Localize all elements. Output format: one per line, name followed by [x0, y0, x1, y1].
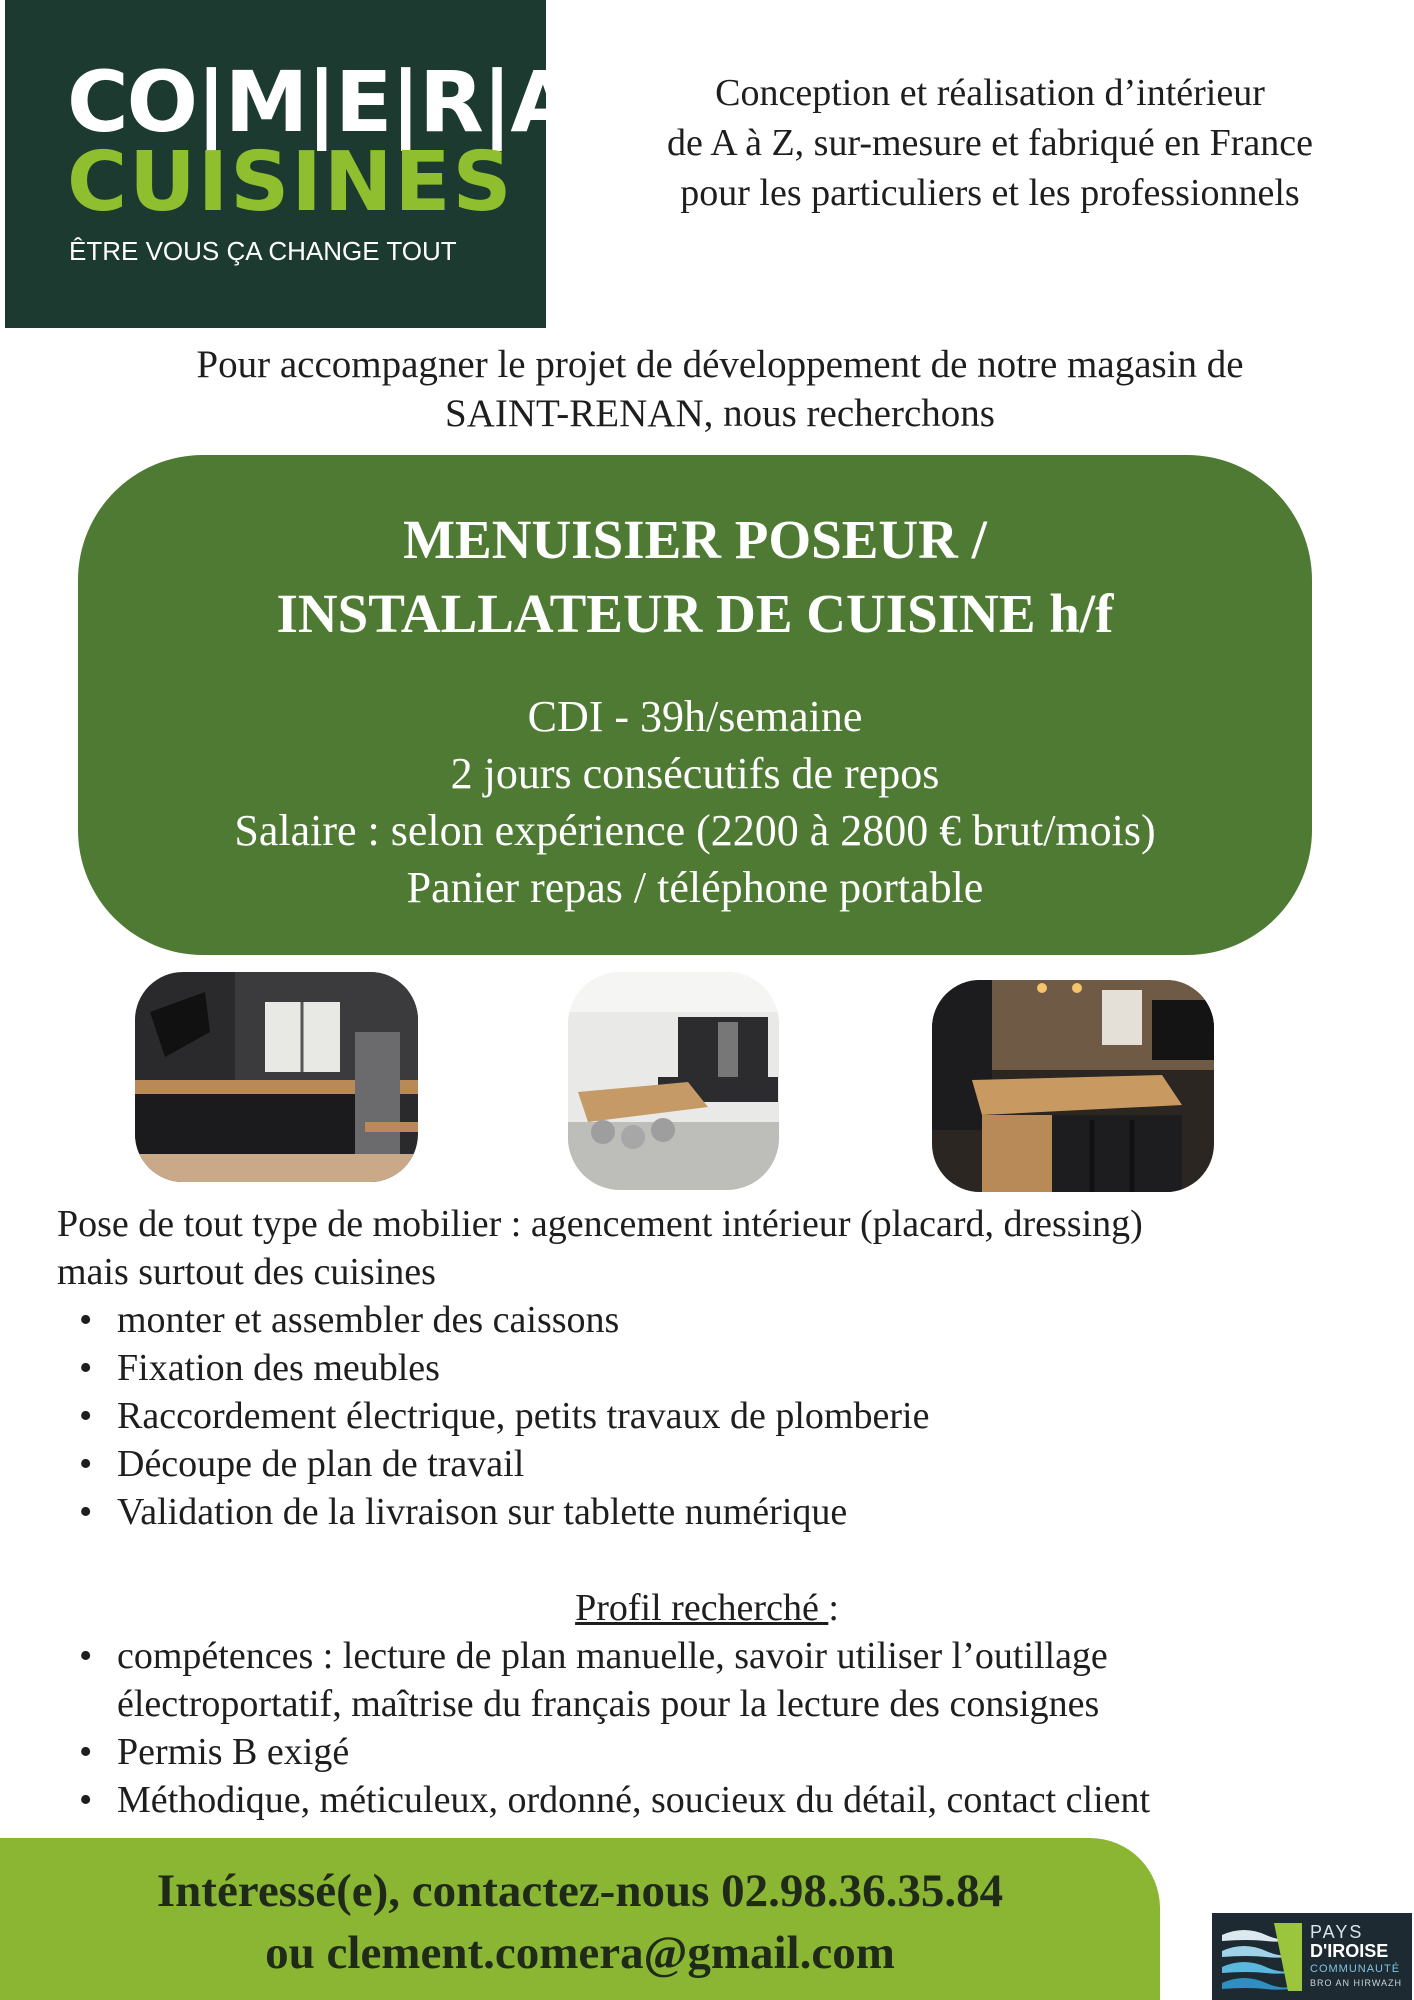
- profile-item: • Permis B exigé: [57, 1728, 1397, 1776]
- profile-heading: [0, 1584, 1414, 1632]
- lead-line: Pour accompagner le projet de développement de notre magasin de: [196, 343, 1244, 386]
- contact-banner: [0, 1838, 1160, 2000]
- profile-item-line: • compétences : lecture de plan manuelle, savoir utiliser l’outillage: [117, 1635, 1108, 1677]
- company-intro: [570, 68, 1410, 218]
- lead-text: [30, 340, 1410, 438]
- profile-item-line: électroportatif, maîtrise du français pour la lecture des consignes: [117, 1683, 1100, 1725]
- partner-line2: D'IROISE: [1310, 1941, 1389, 1961]
- partner-line1: PAYS: [1310, 1922, 1364, 1942]
- task-item: • Découpe de plan de travail: [57, 1440, 1387, 1488]
- brand-name: CO|M|E|R|A: [67, 53, 574, 151]
- intro-line: de A à Z, sur-mesure et fabriqué en France: [666, 122, 1314, 164]
- pays-iroise-logo: [1212, 1913, 1412, 2000]
- contract-type: CDI - 39h/semaine: [527, 692, 863, 741]
- description-line: Pose de tout type de mobilier : agencement intérieur (placard, dressing): [57, 1203, 1143, 1245]
- lead-line: SAINT-RENAN, nous recherchons: [445, 392, 995, 435]
- job-title: [78, 503, 1312, 651]
- partner-line3: COMMUNAUTÉ: [1310, 1963, 1401, 1975]
- brand-subtitle: CUISINES: [67, 135, 514, 230]
- job-description: [57, 1200, 1387, 1296]
- intro-line: pour les particuliers et les professionnels: [680, 172, 1300, 214]
- task-item: • Fixation des meubles: [57, 1344, 1387, 1392]
- profile-heading-text: Profil recherché: [575, 1587, 829, 1629]
- kitchen-photo-1: [135, 972, 418, 1182]
- benefits: Panier repas / téléphone portable: [406, 863, 984, 912]
- task-list: [57, 1296, 1387, 1536]
- task-item: • monter et assembler des caissons: [57, 1296, 1387, 1344]
- partner-line4: BRO AN HIRWAZH: [1310, 1978, 1403, 1988]
- job-title-line: INSTALLATEUR DE CUISINE h/f: [276, 583, 1114, 644]
- contact-email-line[interactable]: ou clement.comera@gmail.com: [265, 1927, 895, 1979]
- kitchen-photo-2: [568, 972, 779, 1190]
- salary: Salaire : selon expérience (2200 à 2800 € brut/mois): [234, 806, 1156, 855]
- job-details: [78, 688, 1312, 916]
- profile-item: • Méthodique, méticuleux, ordonné, soucieux du détail, contact client: [57, 1776, 1397, 1824]
- profile-list: [57, 1632, 1397, 1824]
- task-item: • Raccordement électrique, petits travaux de plomberie: [57, 1392, 1387, 1440]
- profile-item: [57, 1632, 1397, 1728]
- kitchen-photo-3: [932, 980, 1214, 1192]
- task-item: • Validation de la livraison sur tablette numérique: [57, 1488, 1387, 1536]
- description-line: mais surtout des cuisines: [57, 1251, 436, 1293]
- comera-logo: [5, 0, 574, 328]
- job-offer-banner: [78, 455, 1312, 955]
- contact-phone-line[interactable]: Intéressé(e), contactez-nous 02.98.36.35.84: [156, 1865, 1004, 1917]
- waves-icon: [1214, 1913, 1304, 2000]
- brand-slogan: ÊTRE VOUS ÇA CHANGE TOUT: [69, 236, 457, 266]
- profile-heading-colon: :: [828, 1587, 839, 1629]
- job-title-line: MENUISIER POSEUR /: [403, 509, 987, 570]
- rest-days: 2 jours consécutifs de repos: [450, 749, 940, 798]
- intro-line: Conception et réalisation d’intérieur: [715, 72, 1265, 114]
